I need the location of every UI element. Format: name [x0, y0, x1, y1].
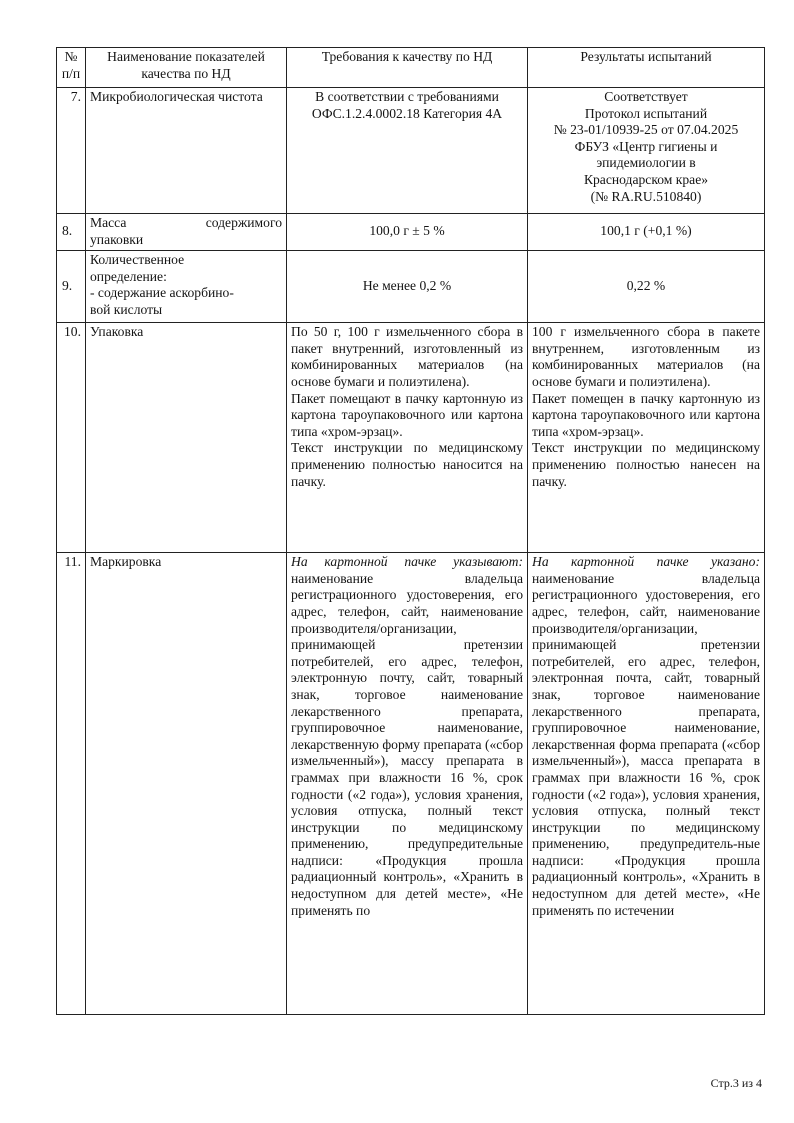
table-row: [57, 214, 765, 251]
result-cell: [528, 323, 765, 553]
result-line: Соответствует: [604, 89, 688, 104]
table-row: [57, 323, 765, 553]
indicator-name-part: Масса: [90, 215, 127, 230]
indicator-name-line: Количественное: [90, 252, 185, 268]
row-number: 9.: [57, 251, 86, 323]
indicator-name: Маркировка: [86, 553, 287, 1015]
result-line: (№ RA.RU.510840): [590, 188, 702, 204]
row-number: 8.: [57, 214, 86, 251]
row-number: 11.: [57, 553, 86, 1015]
requirement-cell: Не менее 0,2 %: [287, 251, 528, 323]
result-text: наименование владельца регистрационного удостоверения, его адрес, телефон, сайт, наименование производителя/организации, принимающей претензии потребителей, его адрес, телефон, электронная почта, сайт, товарный знак, торговое наименование лекарственного препарата, группировочное наименование, лекарственная форма препарата («сбор измельченный»), масса препарата в граммах при влажности 16 %, срок годности («2 года»), условия хранения, условия отпуска, полный текст инструкции по медицинскому применению, предупредитель-ные надписи: «Продукция прошла радиационный контроль», «Хранить в недоступном для детей месте», «Не применять по истечении: [532, 570, 760, 918]
header-indicator-name: Наименование показателей качества по НД: [86, 48, 287, 88]
requirement-paragraph: Пакет помещают в пачку картонную из картона тароупаковочного или картона типа «хром-эрзац».: [291, 390, 523, 439]
result-paragraph: Пакет помещен в пачку картонную из картона тароупаковочного или картона типа «хром-эрзац».: [532, 390, 760, 439]
requirement-intro: На картонной пачке указывают:: [291, 554, 523, 570]
requirement-text: наименование владельца регистрационного удостоверения, его адрес, телефон, сайт, наименование производителя/организации, принимающей претензии потребителей, его адрес, телефон, электронную почту, сайт, товарный знак, торговое наименование лекарственного препарата, группировочное наименование, лекарственную форму препарата («сбор измельченный»), массу препарата в граммах при влажности 16 %, срок годности («2 года»), условия хранения, условия отпуска, полный текст инструкции по медицинскому применению, предупредительные надписи: «Продукция прошла радиационный контроль», «Хранить в недоступном для детей месте», «Не применять по: [291, 570, 523, 918]
requirement-cell: [287, 323, 528, 553]
result-paragraph: 100 г измельченного сбора в пакете внутреннем, изготовленным из комбинированных материалов (на основе бумаги и полиэтилена).: [532, 324, 760, 389]
result-line: эпидемиологии в: [596, 155, 696, 171]
result-intro: На картонной пачке указано:: [532, 554, 760, 570]
indicator-name: Микробиологическая чистота: [86, 88, 287, 214]
row-number: 10.: [57, 323, 86, 553]
result-cell: 100,1 г (+0,1 %): [528, 214, 765, 251]
header-results: Результаты испытаний: [528, 48, 765, 88]
result-line: ФБУЗ «Центр гигиены и: [574, 138, 718, 154]
header-num: № п/п: [57, 48, 86, 88]
page-number: Стр.3 из 4: [710, 1076, 762, 1090]
indicator-name-line: определение:: [90, 268, 167, 284]
requirement-paragraph: Текст инструкции по медицинскому применению полностью наносится на пачку.: [291, 440, 523, 489]
indicator-name-part: упаковки: [90, 231, 144, 247]
indicator-name-line: - содержание аскорбино-: [90, 285, 234, 301]
result-cell: 0,22 %: [528, 251, 765, 323]
quality-results-table: [56, 47, 765, 1015]
indicator-name-part: содержимого: [205, 215, 282, 230]
row-number: 7.: [57, 88, 86, 214]
indicator-name-line: вой кислоты: [90, 301, 163, 317]
result-line: № 23-01/10939-25 от 07.04.2025: [553, 122, 739, 138]
result-line: Протокол испытаний: [584, 105, 708, 121]
requirement-cell: 100,0 г ± 5 %: [287, 214, 528, 251]
requirement-cell: [287, 553, 528, 1015]
table-row: [57, 88, 765, 214]
result-cell: [528, 88, 765, 214]
table-row: [57, 553, 765, 1015]
requirement-paragraph: По 50 г, 100 г измельченного сбора в пакет внутренний, изготовленный из комбинированных материалов (на основе бумаги и полиэтилена).: [291, 324, 523, 389]
requirement-cell: В соответствии с требованиями ОФС.1.2.4.0002.18 Категория 4А: [287, 88, 528, 214]
header-requirements: Требования к качеству по НД: [287, 48, 528, 88]
indicator-name: [86, 251, 287, 323]
result-paragraph: Текст инструкции по медицинскому применению полностью нанесен на пачку.: [532, 440, 760, 489]
table-header-row: [57, 48, 765, 88]
table-row: [57, 251, 765, 323]
indicator-name: Упаковка: [86, 323, 287, 553]
indicator-name: [86, 214, 287, 251]
result-cell: [528, 553, 765, 1015]
result-line: Краснодарском крае»: [583, 171, 709, 187]
